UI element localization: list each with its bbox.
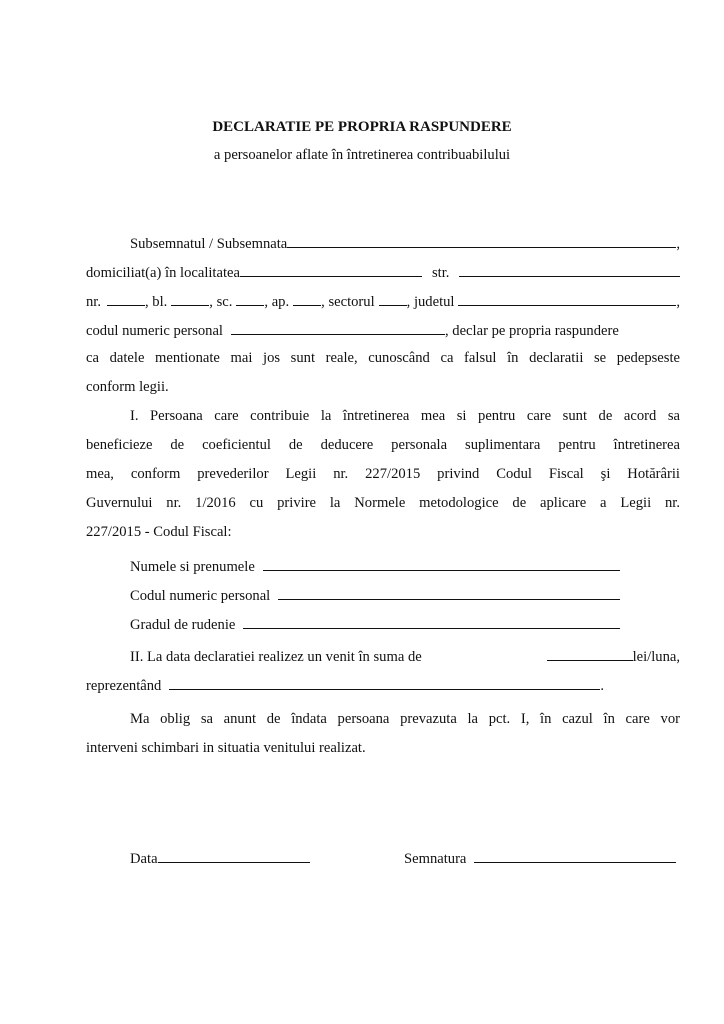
person-cnp-label: Codul numeric personal xyxy=(130,588,271,604)
paragraph-i-line: Guvernului nr. 1/2016 cu privire la Normele metodologice de aplicare a Legii nr. xyxy=(86,495,680,511)
obligation-line: interveni schimbari in situatia venitului realizat. xyxy=(86,740,366,756)
date-row xyxy=(130,848,310,868)
document-title: DECLARATIE PE PROPRIA RASPUNDERE xyxy=(212,119,512,135)
signature-row xyxy=(404,848,676,868)
sector-label: , sectorul xyxy=(321,294,375,310)
paragraph-text: I. Persoana care contribuie la întretinerea mea si pentru care sunt de acord sa xyxy=(130,408,680,424)
representing-field[interactable] xyxy=(169,675,600,690)
declare-text: , declar pe propria raspundere xyxy=(444,323,619,339)
nr-label: nr. xyxy=(86,294,101,310)
paragraph-i-line: beneficieze de coeficientul de deducere personala suplimentara pentru întretinerea xyxy=(86,437,680,453)
income-amount-field[interactable] xyxy=(547,646,633,661)
income-unit: lei/luna, xyxy=(632,649,680,665)
ap-field[interactable] xyxy=(293,291,321,306)
address-line xyxy=(86,262,680,282)
date-label: Data xyxy=(130,851,158,867)
obligation-text: Ma oblig sa anunt de îndata persoana prevazuta la pct. I, în cazul în care vor xyxy=(130,711,680,727)
bl-label: , bl. xyxy=(145,294,168,310)
sc-label: , sc. xyxy=(209,294,233,310)
street-field[interactable] xyxy=(459,262,680,277)
kinship-field[interactable] xyxy=(243,614,620,629)
county-field[interactable] xyxy=(458,291,676,306)
obligation-line xyxy=(86,710,680,728)
street-label: str. xyxy=(431,265,450,281)
locality-field[interactable] xyxy=(240,262,422,277)
period: . xyxy=(600,678,604,694)
paragraph-i-line xyxy=(86,407,680,425)
income-line xyxy=(86,646,680,666)
body-text: conform legii. xyxy=(86,379,169,395)
signature-label: Semnatura xyxy=(404,851,467,867)
bl-field[interactable] xyxy=(171,291,209,306)
body-text: ca datele mentionate mai jos sunt reale, cunoscând ca falsul în declaratii se pedepseste xyxy=(86,350,680,366)
sector-field[interactable] xyxy=(379,291,407,306)
comma: , xyxy=(676,294,680,310)
representing-line xyxy=(86,675,604,695)
signature-field[interactable] xyxy=(474,848,676,863)
name-label: Subsemnatul / Subsemnata xyxy=(130,236,288,252)
person-cnp-row xyxy=(86,585,620,605)
document-subtitle: a persoanelor aflate în întretinerea contribuabilului xyxy=(213,147,511,163)
locality-label: domiciliat(a) în localitatea xyxy=(86,265,240,281)
person-cnp-field[interactable] xyxy=(278,585,620,600)
paragraph-i-line: 227/2015 - Codul Fiscal: xyxy=(86,524,232,540)
cnp-line xyxy=(86,320,680,340)
full-name-row xyxy=(86,556,620,576)
paragraph-i-line: mea, conform prevederilor Legii nr. 227/2015 privind Codul Fiscal şi Hotărârii xyxy=(86,466,680,482)
representing-label: reprezentând xyxy=(86,678,162,694)
name-line xyxy=(86,233,680,253)
full-name-label: Numele si prenumele xyxy=(130,559,255,575)
comma: , xyxy=(676,236,680,252)
county-label: , judetul xyxy=(406,294,455,310)
full-name-field[interactable] xyxy=(263,556,620,571)
cnp-field[interactable] xyxy=(231,320,445,335)
income-text: II. La data declaratiei realizez un venit în suma de xyxy=(130,649,422,665)
name-field[interactable] xyxy=(287,233,676,248)
cnp-label: codul numeric personal xyxy=(86,323,223,339)
date-field[interactable] xyxy=(158,848,310,863)
nr-field[interactable] xyxy=(107,291,145,306)
ap-label: , ap. xyxy=(264,294,290,310)
address-details-line xyxy=(86,291,680,311)
kinship-row xyxy=(86,614,620,634)
sc-field[interactable] xyxy=(236,291,264,306)
kinship-label: Gradul de rudenie xyxy=(130,617,236,633)
